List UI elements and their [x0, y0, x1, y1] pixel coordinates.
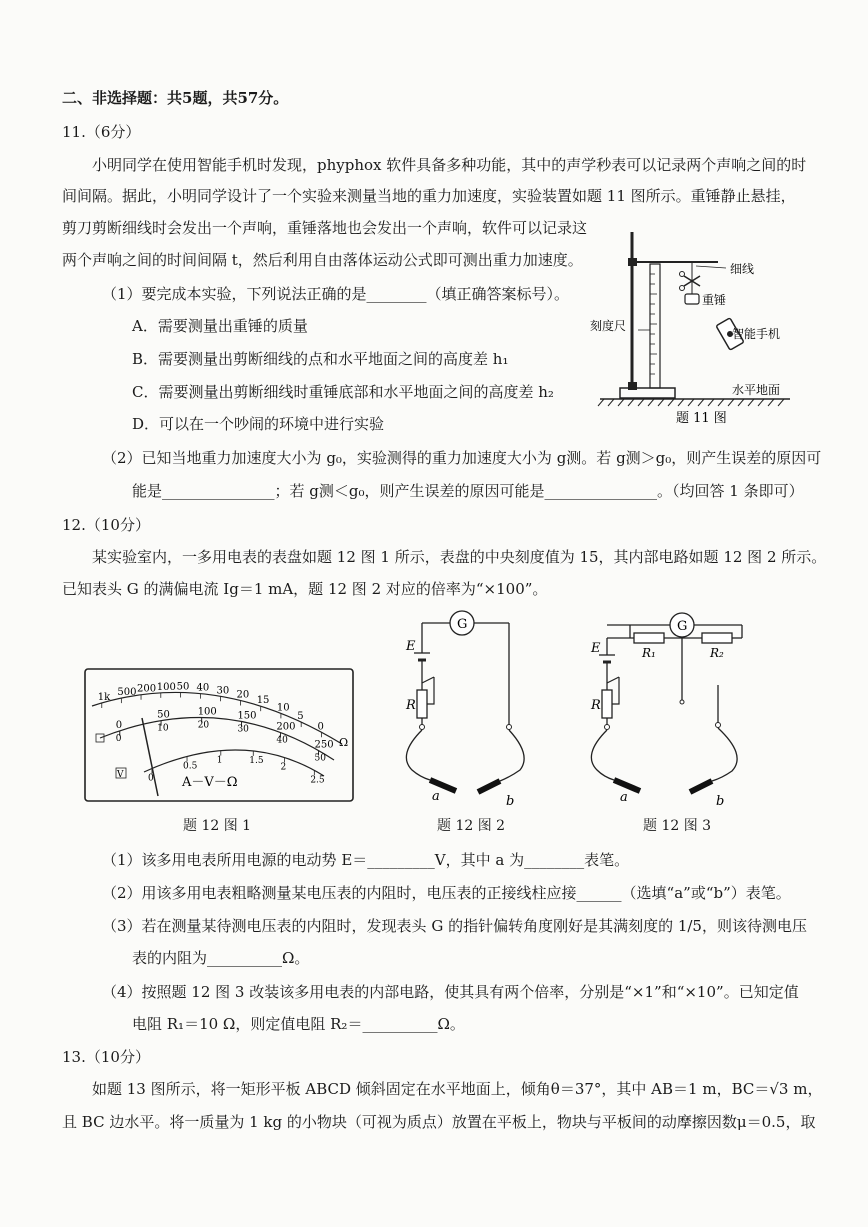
ac-scale-tick-label: 0.5: [183, 761, 198, 772]
q13-para-line: 且 BC 边水平。将一质量为 1 kg 的小物块（可视为质点）放置在平板上，物块与平板间的动摩擦因数μ＝0.5，取: [62, 1113, 816, 1131]
q11-option-b: B．需要测量出剪断细线的点和水平地面之间的高度差 h₁: [132, 350, 509, 368]
q13-para-line: 如题 13 图所示，将一矩形平板 ABCD 倾斜固定在水平地面上，倾角θ＝37°，其中 AB＝1 m，BC＝√3 m，: [92, 1080, 823, 1098]
q11-para-line: 剪刀剪断细线时会发出一个声响，重锤落地也会发出一个声响，软件可以记录这: [62, 219, 588, 237]
q12-subquestion-4: （4）按照题 12 图 3 改装该多用电表的内部电路，使其具有两个倍率，分别是“×1”和“×10”。已知定值: [102, 983, 799, 1001]
fig12-3-r1: R₁: [642, 646, 656, 660]
fig11-label-ground: 水平地面: [732, 383, 781, 397]
mid-scale-tick-label: 0: [115, 733, 122, 744]
rheostat-icon: [602, 690, 612, 718]
figure-12-3-circuit: [582, 605, 772, 810]
fig12-2-caption: 题 12 图 2: [437, 818, 506, 834]
ac-scale-tick-label: 2.5: [310, 775, 325, 786]
fig11-label-weight: 重锤: [702, 293, 727, 307]
q11-option-a: A．需要测量出重锤的质量: [132, 317, 308, 335]
fig12-1-caption: 题 12 图 1: [183, 818, 252, 834]
q11-header: 11.（6分）: [62, 123, 141, 141]
probe-b: [478, 781, 500, 792]
fig12-3-r2: R₂: [710, 646, 724, 660]
q12-subquestion-4-cont: 电阻 R₁＝10 Ω，则定值电阻 R₂＝__________Ω。: [132, 1015, 465, 1033]
figure-12-2-circuit: [392, 605, 562, 810]
fig12-2-g: G: [457, 617, 468, 632]
q11-subquestion-1: （1）要完成本实验，下列说法正确的是________（填正确答案标号）。: [102, 285, 570, 303]
fig12-3-a: a: [620, 790, 628, 805]
ohm-scale-tick-label: 100: [156, 681, 176, 693]
fig12-3-b: b: [716, 794, 725, 809]
q12-subquestion-3-cont: 表的内阻为__________Ω。: [132, 949, 310, 967]
q11-para-line: 两个声响之间的时间间隔 t，然后利用自由落体运动公式即可测出重力加速度。: [62, 251, 583, 269]
dc-scale-tick-label: 200: [276, 721, 296, 733]
dc-scale-tick-label: 150: [237, 710, 257, 722]
q12-subquestion-2: （2）用该多用电表粗略测量某电压表的内阻时，电压表的正接线柱应接______（选填“a”或“b”）表笔。: [102, 884, 791, 902]
dc-scale-tick-label: 100: [197, 706, 217, 718]
mid-scale-tick-label: 40: [276, 735, 288, 746]
ohm-scale-tick-label: 200: [137, 683, 157, 695]
fig12-3-e: E: [591, 641, 601, 656]
ohm-scale-tick-label: 20: [236, 689, 250, 701]
fig12-2-b: b: [506, 794, 515, 809]
ac-scale-tick-label: 1: [216, 755, 223, 766]
resistor-r2-icon: [702, 633, 732, 643]
probe-b: [690, 781, 712, 792]
rheostat-icon: [417, 690, 427, 718]
q13-header: 13.（10分）: [62, 1048, 150, 1066]
fig12-2-e: E: [406, 639, 416, 654]
unit-label: A－V－Ω: [182, 775, 238, 790]
q12-subquestion-1: （1）该多用电表所用电源的电动势 E＝_________V，其中 a 为________表笔。: [102, 851, 630, 869]
ohm-scale-tick-label: 50: [176, 681, 190, 693]
mid-scale-tick-label: 20: [197, 720, 210, 731]
scissors-icon: [680, 272, 701, 291]
ohm-scale-tick-label: 30: [216, 685, 230, 697]
q12-header: 12.（10分）: [62, 516, 150, 534]
dc-scale-tick-label: 250: [314, 739, 334, 751]
q12-subquestion-3: （3）若在测量某待测电压表的内阻时，发现表头 G 的指针偏转角度刚好是其满刻度的 1/5，则该待测电压: [102, 917, 807, 935]
mid-scale-tick-label: 30: [237, 724, 249, 735]
fig12-2-a: a: [432, 789, 440, 804]
mid-scale-tick-label: 10: [157, 723, 169, 734]
figure-11: [590, 222, 800, 432]
ohm-scale-tick-label: 5: [297, 711, 304, 723]
fig12-3-g: G: [677, 619, 688, 634]
ohm-scale-tick-label: 500: [117, 687, 137, 699]
v-symbol: V: [117, 770, 124, 780]
weight-icon: [685, 294, 699, 304]
fig12-3-caption: 题 12 图 3: [643, 818, 712, 834]
ac-scale-tick-label: 2: [280, 762, 287, 773]
q11-option-c: C．需要测量出剪断细线时重锤底部和水平地面之间的高度差 h₂: [132, 383, 554, 401]
meter-needle: [142, 718, 158, 796]
ohm-scale-tick-label: 15: [256, 695, 270, 707]
q11-subquestion-2-cont: 能是_______________；若 g测＜g₀，则产生误差的原因可能是_______________。（均回答 1 条即可）: [132, 482, 804, 500]
fig11-label-ruler: 刻度尺: [590, 319, 627, 333]
mid-scale-tick-label: 50: [314, 753, 326, 764]
ohm-scale-tick-label: 10: [276, 702, 290, 714]
ohm-scale-tick-label: 40: [196, 682, 210, 694]
ohm-scale-tick-label: 0: [317, 721, 324, 733]
ohm-symbol: Ω: [339, 736, 349, 749]
dc-scale-tick-label: 50: [157, 709, 170, 721]
fig12-2-r: R: [406, 698, 416, 713]
q11-para-line: 间间隔。据此，小明同学设计了一个实验来测量当地的重力加速度，实验装置如题 11 图所示。重锤静止悬挂，: [62, 187, 796, 205]
resistor-r1-icon: [634, 633, 664, 643]
ac-scale-tick-label: 0: [147, 773, 154, 784]
section-title: 二、非选择题：共5题，共57分。: [62, 89, 289, 107]
figure-12-1-meter-dial: [84, 668, 354, 804]
fig11-label-line: 细线: [730, 262, 755, 276]
fig11-caption: 题 11 图: [676, 411, 727, 426]
fig12-3-r: R: [591, 698, 601, 713]
q12-para-line: 某实验室内，一多用电表的表盘如题 12 图 1 所示，表盘的中央刻度值为 15，其内部电路如题 12 图 2 所示。: [92, 548, 827, 566]
dc-scale-tick-label: 0: [115, 719, 123, 731]
q11-option-d: D．可以在一个吵闹的环境中进行实验: [132, 415, 385, 433]
q11-para-line: 小明同学在使用智能手机时发现，phyphox 软件具备多种功能，其中的声学秒表可以记录两个声响之间的时: [92, 156, 807, 174]
ohm-scale-tick-label: 1k: [97, 691, 111, 703]
fig11-label-phone: 智能手机: [732, 327, 781, 341]
ac-scale-tick-label: 1.5: [249, 755, 264, 766]
q11-subquestion-2: （2）已知当地重力加速度大小为 g₀，实验测得的重力加速度大小为 g测。若 g测＞g₀，则产生误差的原因可: [102, 449, 822, 467]
q12-para-line: 已知表头 G 的满偏电流 Ig＝1 mA，题 12 图 2 对应的倍率为“×100”。: [62, 580, 548, 598]
